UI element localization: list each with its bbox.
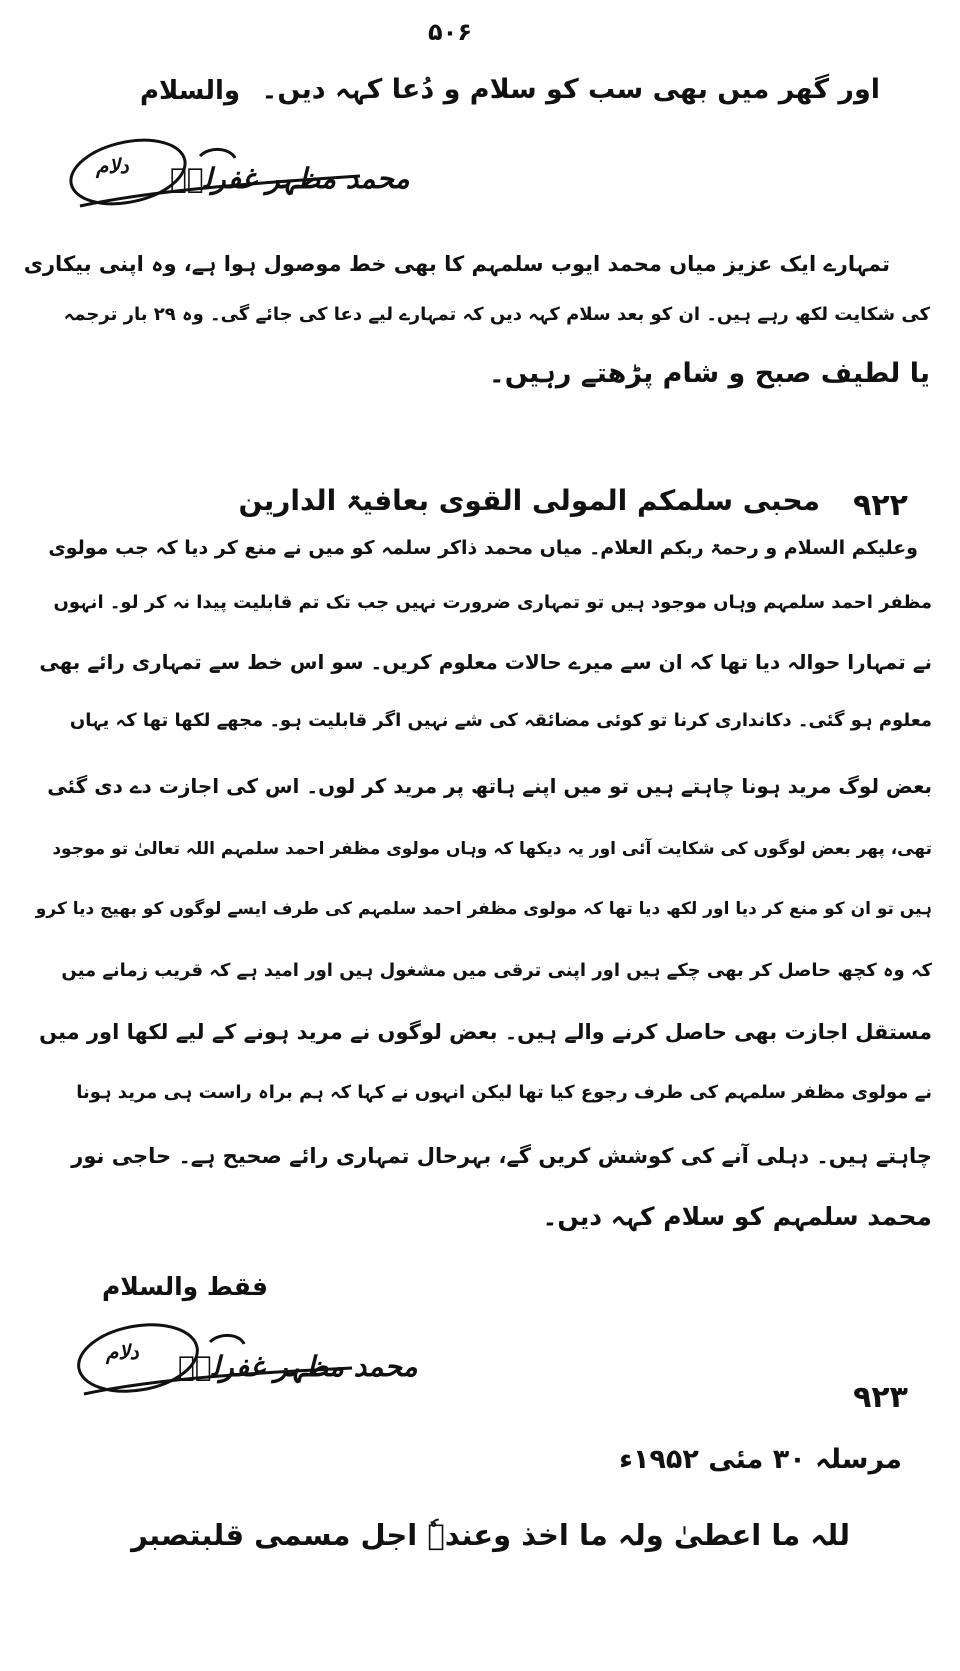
body-line: معلوم ہو گئی۔ دکانداری کرنا تو کوئی مضائقہ کی شے نہیں اگر قابلیت ہو۔ مجھے لکھا تھا کہ یہاں: [69, 710, 932, 731]
quran-quote: للہ ما اعطیٰ ولہ ما اخذ وعندہٗ اجل مسمی قلبتصبر: [131, 1518, 850, 1552]
salutation: والسلام: [139, 76, 241, 106]
letter-number: ۹۲۲: [853, 488, 908, 523]
postscript-line: یا لطیف صبح و شام پڑھتے رہیں۔: [488, 358, 930, 389]
body-line: کہ وہ کچھ حاصل کر بھی چکے ہیں اور اپنی ترقی میں مشغول ہیں اور امید ہے کہ قریب زمانے میں: [61, 960, 932, 981]
body-line: محمد سلمہم کو سلام کہہ دیں۔: [542, 1202, 932, 1231]
letter-heading: محبی سلمکم المولی القوی بعافیۃ الدارین: [238, 484, 820, 517]
postscript-line: کی شکایت لکھ رہے ہیں۔ ان کو بعد سلام کہہ دیں کہ تمہارے لیے دعا کی جائے گی۔ وہ ۲۹ بار ترجمہ: [63, 304, 930, 325]
body-line: مستقل اجازت بھی حاصل کرنے والے ہیں۔ بعض لوگوں نے مرید ہونے کے لیے لکھا اور میں: [39, 1020, 932, 1044]
signature-seal: [60, 1318, 418, 1418]
body-line: چاہتے ہیں۔ دہلی آنے کی کوشش کریں گے، بہرحال تمہاری رائے صحیح ہے۔ حاجی نور: [71, 1144, 932, 1168]
body-line: بعض لوگ مرید ہونا چاہتے ہیں تو میں اپنے ہاتھ پر مرید کر لوں۔ اس کی اجازت دے دی گئی: [47, 774, 932, 798]
body-line: تھی، پھر بعض لوگوں کی شکایت آئی اور یہ دیکھا کہ وہاں مولوی مظفر احمد سلمہم اللہ تعالیٰ تو موجود: [52, 839, 932, 859]
signature-seal: [60, 136, 410, 226]
closing-line: اور گھر میں بھی سب کو سلام و دُعا کہہ دیں۔: [261, 74, 880, 105]
date-line: مرسلہ ۳۰ مئی ۱۹۵۲ء: [619, 1444, 902, 1475]
page-number: ۵۰۶: [428, 18, 472, 46]
seal-text: دلام: [106, 1340, 139, 1364]
body-line: ہیں تو ان کو منع کر دیا اور لکھ دیا تھا کہ مولوی مظفر احمد سلمہم کی طرف ایسے لوگوں کو بھیج دیا کرو: [35, 899, 932, 919]
body-line: مظفر احمد سلمہم وہاں موجود ہیں تو تمہاری ضرورت نہیں جب تک تم قابلیت پیدا نہ کر لو۔ انہوں: [53, 592, 932, 613]
seal-text: دلام: [96, 154, 129, 178]
body-line: وعلیکم السلام و رحمۃ ربکم العلام۔ میاں محمد ذاکر سلمہ کو میں نے منع کر دیا کہ جب مولوی: [48, 537, 918, 559]
salutation: فقط والسلام: [101, 1272, 269, 1301]
postscript-line: تمہارے ایک عزیز میاں محمد ایوب سلمہم کا بھی خط موصول ہوا ہے، وہ اپنی بیکاری: [23, 252, 890, 276]
signature-name: محمد مظہر غفرلہٗ: [178, 1350, 418, 1383]
body-line: نے تمہارا حوالہ دیا تھا کہ ان سے میرے حالات معلوم کریں۔ سو اس خط سے تمہاری رائے بھی: [39, 650, 932, 674]
letter-number: ۹۲۳: [853, 1380, 908, 1415]
signature-name: محمد مظہر غفرلہٗ: [170, 162, 410, 195]
body-line: نے مولوی مظفر سلمہم کی طرف رجوع کیا تھا لیکن انہوں نے کہا کہ ہم براہ راست ہی مرید ہونا: [76, 1082, 932, 1103]
